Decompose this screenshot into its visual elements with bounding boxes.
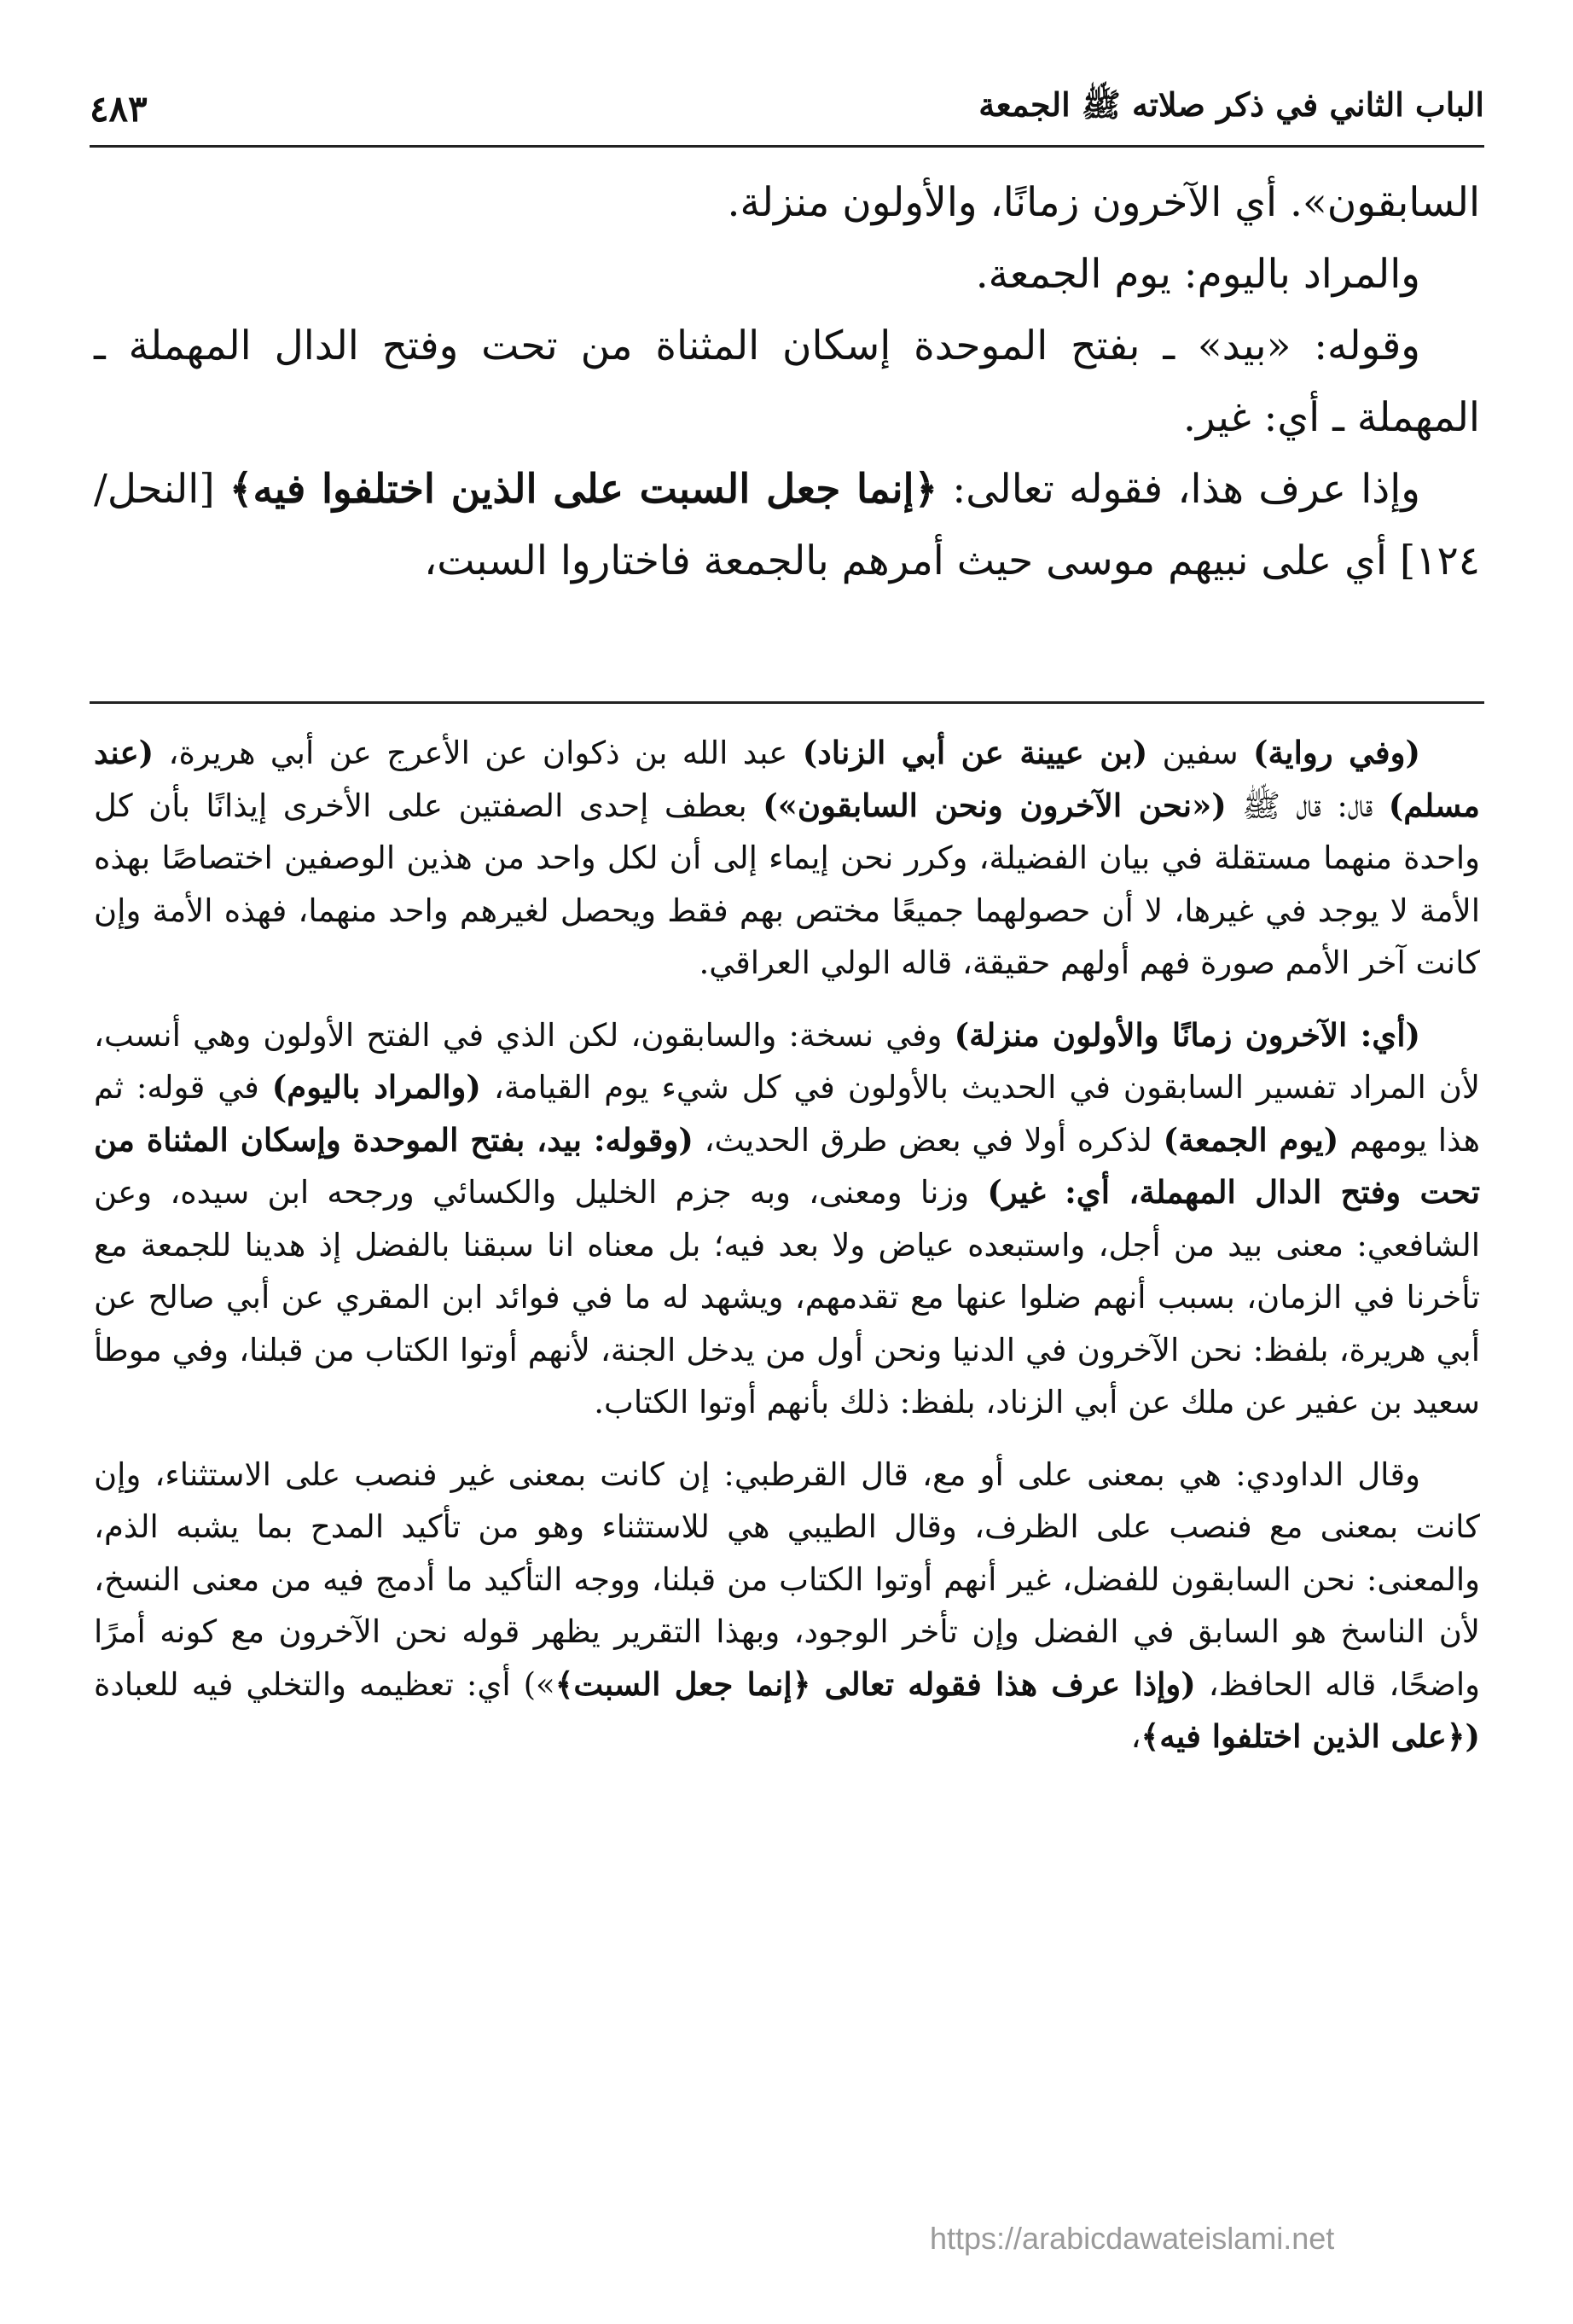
quran-verse: ﴿إنما جعل السبت على الذين اختلفوا فيه﴾ <box>229 466 938 513</box>
quoted-matn: (عند مسلم) <box>94 734 1480 824</box>
quoted-matn: (بن عيينة عن أبي الزناد) <box>802 734 1148 771</box>
quoted-matn: (أي: الآخرون زمانًا والأولون منزلة) <box>954 1015 1420 1054</box>
quoted-matn: (وقوله: بيد، بفتح الموحدة وإسكان المثناة من تحت وفتح الدال المهملة، أي: غير) <box>94 1120 1481 1211</box>
commentary-text: قال: قال ﷺ <box>1226 787 1389 824</box>
main-paragraph <box>94 454 1480 597</box>
commentary-paragraph <box>94 1009 1480 1429</box>
header-rule <box>90 145 1484 148</box>
page-header <box>90 78 1484 138</box>
commentary-text: عبد الله بن ذكوان عن الأعرج عن أبي هريرة، <box>154 735 803 771</box>
quoted-matn: (وإذا عرف هذا فقوله تعالى ﴿إنما جعل السبت﴾ <box>554 1665 1196 1703</box>
commentary-paragraph <box>94 727 1480 990</box>
quoted-matn: («نحن الآخرون ونحن السابقون») <box>763 786 1227 824</box>
commentary-text: وقال الداودي: هي بمعنى على أو مع، قال القرطبي: إن كانت بمعنى غير فنصب على الاستثناء، وإن كانت بمعنى مع فنصب على الظرف، وقال الطيبي هي للاستثناء وهو من تأكيد المدح بما يشبه الذم، والمعنى: نحن السابقون للفضل، غير أنهم أوتوا الكتاب من قبلنا، ووجه التأكيد ما أدمج فيه من معنى النسخ، لأن الناسخ هو السابق في الفضل وإن تأخر الوجود، وبهذا التقرير يظهر قوله نحن الآخرون مع كونه أمرًا واضحًا، قاله الحافظ، <box>94 1455 1480 1703</box>
quoted-matn: (والمراد باليوم) <box>271 1068 481 1106</box>
commentary <box>94 727 1480 1783</box>
quoted-matn: (﴿على الذين اختلفوا فيه﴾ <box>1141 1717 1480 1755</box>
commentary-text: لذكره أولا في بعض طرق الحديث، <box>693 1121 1164 1159</box>
running-title: الباب الثاني في ذكر صلاته ﷺ الجمعة <box>978 84 1484 124</box>
main-text-run: وإذا عرف هذا، فقوله تعالى: <box>937 466 1420 513</box>
commentary-text: ») أي: تعظيمه والتخلي فيه للعبادة <box>94 1665 555 1703</box>
commentary-text: وفي نسخة: والسابقون، لكن الذي في الفتح الأولون وهي أنسب، لأن المراد تفسير السابقون في الحديث بالأولون في كل شيء يوم القيامة، <box>94 1016 1480 1106</box>
commentary-text: ، <box>1130 1718 1141 1755</box>
commentary-text: وزنا ومعنى، وبه جزم الخليل والكسائي ورجحه ابن سيده، وعن الشافعي: معنى بيد من أجل، واستبعده عياض ولا بعد فيه؛ بل معناه انا سبقنا بالفضل إذ هدينا للجمعة مع تأخرنا في الزمان، بسبب أنهم ضلوا عنها مع تقدمهم، ويشهد له ما في فوائد ابن المقري عن أبي صالح عن أبي هريرة، بلفظ: نحن الآخرون في الدنيا ونحن أول من يدخل الجنة، لأنهم أوتوا الكتاب من قبلنا، وفي موطأ سعيد بن عفير عن ملك عن أبي الزناد، بلفظ: ذلك بأنهم أوتوا الكتاب. <box>94 1174 1480 1421</box>
commentary-text: في قوله: ثم هذا يومهم <box>94 1069 1480 1159</box>
main-paragraph: السابقون». أي الآخرون زمانًا، والأولون منزلة. <box>727 179 1480 226</box>
page-number: ٤٨٣ <box>90 87 148 130</box>
quoted-matn: (يوم الجمعة) <box>1163 1120 1339 1159</box>
watermark-url: https://arabicdawateislami.net <box>930 2221 1335 2256</box>
main-text-run: [النحل/١٢٤] أي على نبيهم موسى حيث أمرهم بالجمعة فاختاروا السبت، <box>94 466 1480 584</box>
main-text <box>94 167 1480 597</box>
commentary-paragraph <box>94 1449 1480 1763</box>
footnote-rule <box>90 701 1484 704</box>
commentary-text: بعطف إحدى الصفتين على الأخرى إيذانًا بأن كل واحدة منهما مستقلة في بيان الفضيلة، وكرر نحن إيماء إلى أن لكل واحد من هذين الوصفين اختصاصًا بهذه الأمة لا يوجد في غيرها، لا أن حصولهما جميعًا مختص بهم فقط ويحصل لغيرهم واحد منهما، فهذه الأمة وإن كانت آخر الأمم صورة فهم أولهم حقيقة، قاله الولي العراقي. <box>94 787 1480 981</box>
commentary-text: سفين <box>1147 735 1253 771</box>
quoted-matn: (وفي رواية) <box>1252 734 1420 771</box>
main-paragraph: وقوله: «بيد» ـ بفتح الموحدة إسكان المثناة من تحت وفتح الدال المهملة ـ المهملة ـ أي: غير. <box>94 322 1480 441</box>
main-paragraph: والمراد باليوم: يوم الجمعة. <box>975 251 1420 298</box>
